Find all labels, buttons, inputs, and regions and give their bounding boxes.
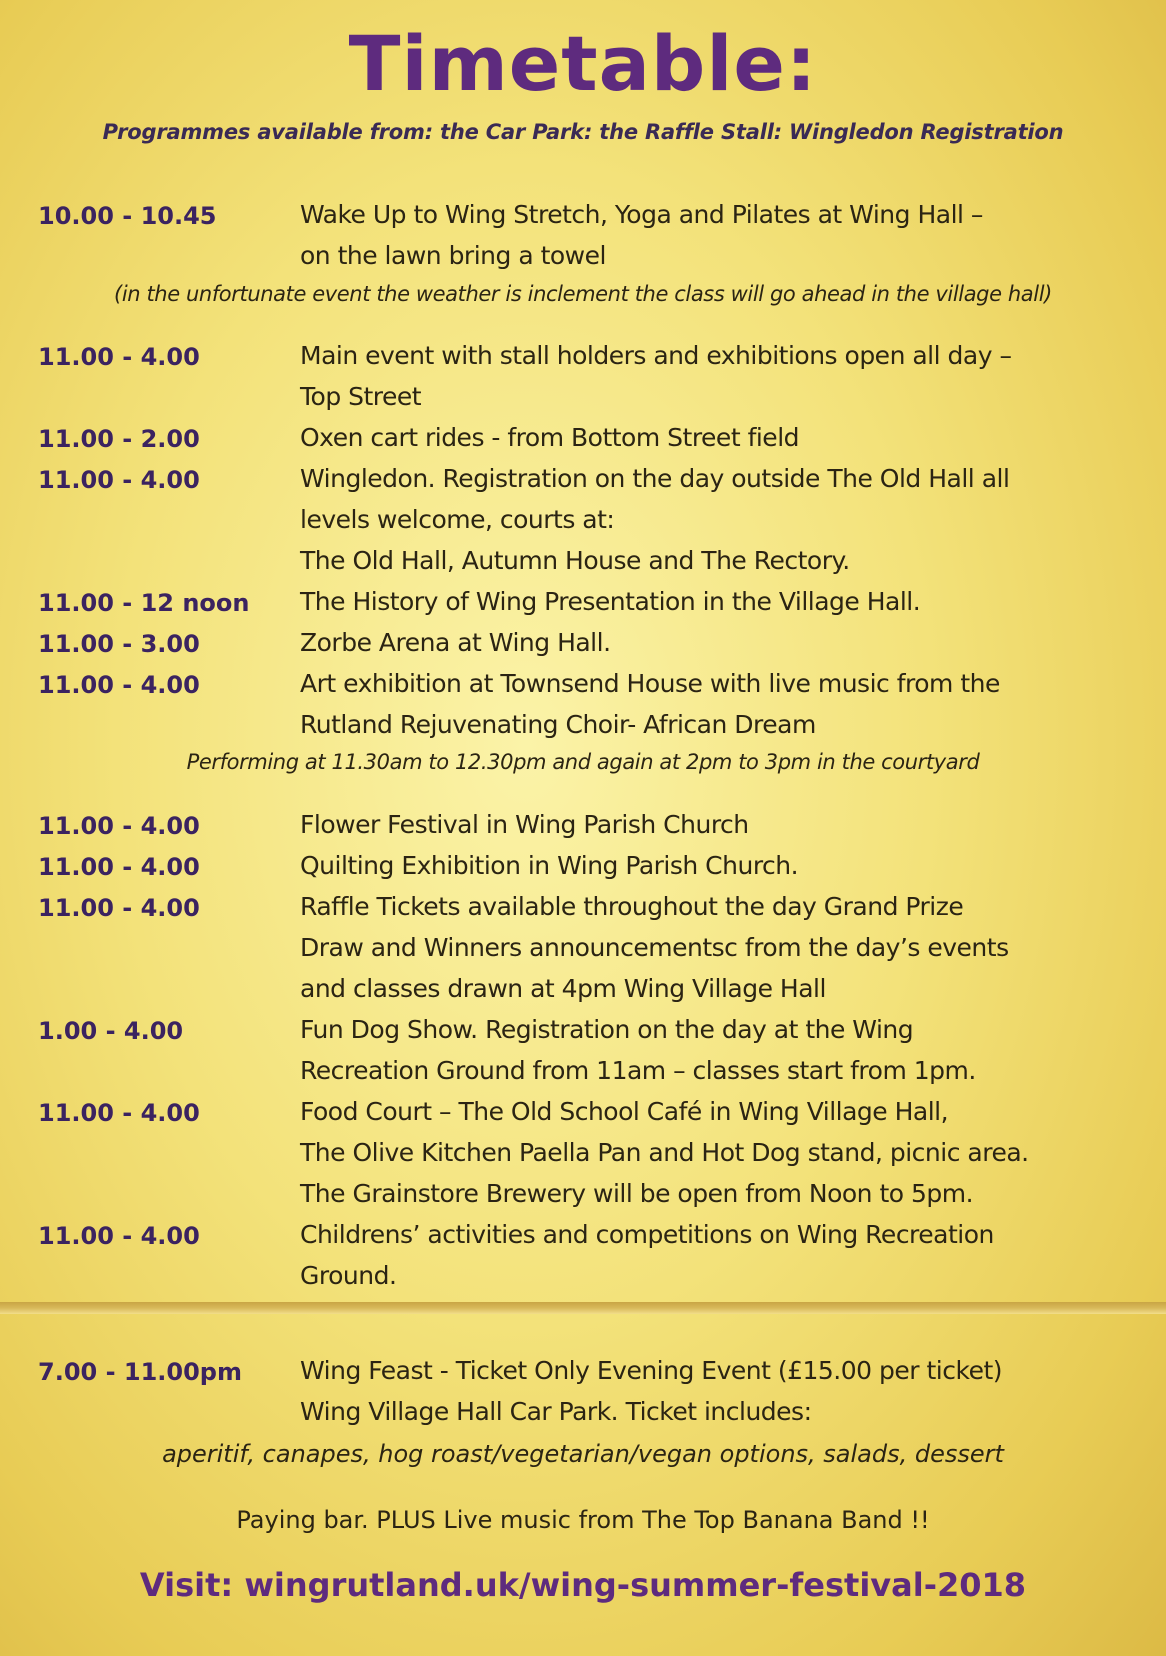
entry-description: [300, 845, 1140, 886]
entry-line: on the lawn bring a towel: [300, 241, 606, 270]
entry-line: and classes drawn at 4pm Wing Village Hall: [300, 974, 826, 1003]
entry-time: 11.00 - 4.00: [38, 466, 200, 494]
entry-description: [300, 804, 1140, 845]
entry-description: [300, 622, 1140, 663]
evening-description: [300, 1350, 1140, 1432]
entry-line: Childrens’ activities and competitions on Wing Recreation: [300, 1220, 994, 1249]
entry-description: [300, 1214, 1140, 1296]
entry-line: The Old Hall, Autumn House and The Rectory.: [300, 546, 850, 575]
entry-time: 11.00 - 4.00: [38, 671, 200, 699]
weather-note: (in the unfortunate event the weather is inclement the class will go ahead in the village hall): [114, 282, 1052, 306]
entry-line: Flower Festival in Wing Parish Church: [300, 810, 749, 839]
entry-line: Wingledon. Registration on the day outside The Old Hall all: [300, 464, 1010, 493]
entry-line: Quilting Exhibition in Wing Parish Church.: [300, 851, 799, 880]
entry-line: Oxen cart rides - from Bottom Street field: [300, 423, 800, 452]
entry-description: [300, 1009, 1140, 1091]
entry-time: 11.00 - 2.00: [38, 425, 200, 453]
entry-line: The Olive Kitchen Paella Pan and Hot Dog stand, picnic area.: [300, 1138, 1029, 1167]
entry-description: [300, 458, 1140, 581]
entry-time: 11.00 - 4.00: [38, 894, 200, 922]
entry-time: 11.00 - 4.00: [38, 853, 200, 881]
visit-website: Visit: wingrutland.uk/wing-summer-festival-2018: [139, 1566, 1027, 1604]
entry-line: Ground.: [300, 1261, 397, 1290]
section-divider: [0, 1302, 1166, 1314]
entry-line: levels welcome, courts at:: [300, 505, 615, 534]
entry-time: 10.00 - 10.45: [38, 202, 217, 230]
entry-line: Main event with stall holders and exhibitions open all day –: [300, 341, 1012, 370]
entry-line: Recreation Ground from 11am – classes start from 1pm.: [300, 1056, 976, 1085]
entry-description: [300, 886, 1140, 1009]
programmes-availability: Programmes available from: the Car Park: the Raffle Stall: Wingledon Registration: [102, 120, 1064, 144]
entry-description: [300, 663, 1140, 745]
entry-time: 11.00 - 12 noon: [38, 589, 250, 617]
entry-line: Top Street: [300, 382, 422, 411]
entry-time: 11.00 - 4.00: [38, 1222, 200, 1250]
entry-line: Raffle Tickets available throughout the day Grand Prize: [300, 892, 964, 921]
entry-line: Zorbe Arena at Wing Hall.: [300, 628, 611, 657]
entry-time: 11.00 - 3.00: [38, 630, 200, 658]
entry-time: 1.00 - 4.00: [38, 1017, 184, 1045]
entry-line: The Grainstore Brewery will be open from Noon to 5pm.: [300, 1179, 974, 1208]
entry-line: Food Court – The Old School Café in Wing Village Hall,: [300, 1097, 949, 1126]
entry-description: [300, 417, 1140, 458]
entry-line: Art exhibition at Townsend House with live music from the: [300, 669, 1000, 698]
entry-line: Rutland Rejuvenating Choir- African Dream: [300, 710, 816, 739]
entry-time: 11.00 - 4.00: [38, 812, 200, 840]
entry-line: Wake Up to Wing Stretch, Yoga and Pilates at Wing Hall –: [300, 200, 983, 229]
entry-time: 11.00 - 4.00: [38, 343, 200, 371]
entry-line: Fun Dog Show. Registration on the day at the Wing: [300, 1015, 914, 1044]
entry-line: The History of Wing Presentation in the Village Hall.: [300, 587, 921, 616]
entry-description: [300, 194, 1140, 276]
evening-time: 7.00 - 11.00pm: [38, 1358, 242, 1386]
entry-line: Draw and Winners announcementsc from the day’s events: [300, 933, 1009, 962]
entry-line: Wing Village Hall Car Park. Ticket includes:: [300, 1397, 812, 1426]
entry-description: [300, 1091, 1140, 1214]
entry-time: 11.00 - 4.00: [38, 1099, 200, 1127]
entry-line: Wing Feast - Ticket Only Evening Event (£15.00 per ticket): [300, 1356, 1003, 1385]
entry-description: [300, 581, 1140, 622]
entry-description: [300, 335, 1140, 417]
choir-performance-note: Performing at 11.30am to 12.30pm and again at 2pm to 3pm in the courtyard: [186, 750, 980, 774]
evening-bar-music: Paying bar. PLUS Live music from The Top Banana Band !!: [236, 1506, 930, 1534]
evening-menu: aperitif, canapes, hog roast/vegetarian/vegan options, salads, dessert: [162, 1440, 1004, 1468]
page-title: Timetable:: [348, 19, 818, 108]
